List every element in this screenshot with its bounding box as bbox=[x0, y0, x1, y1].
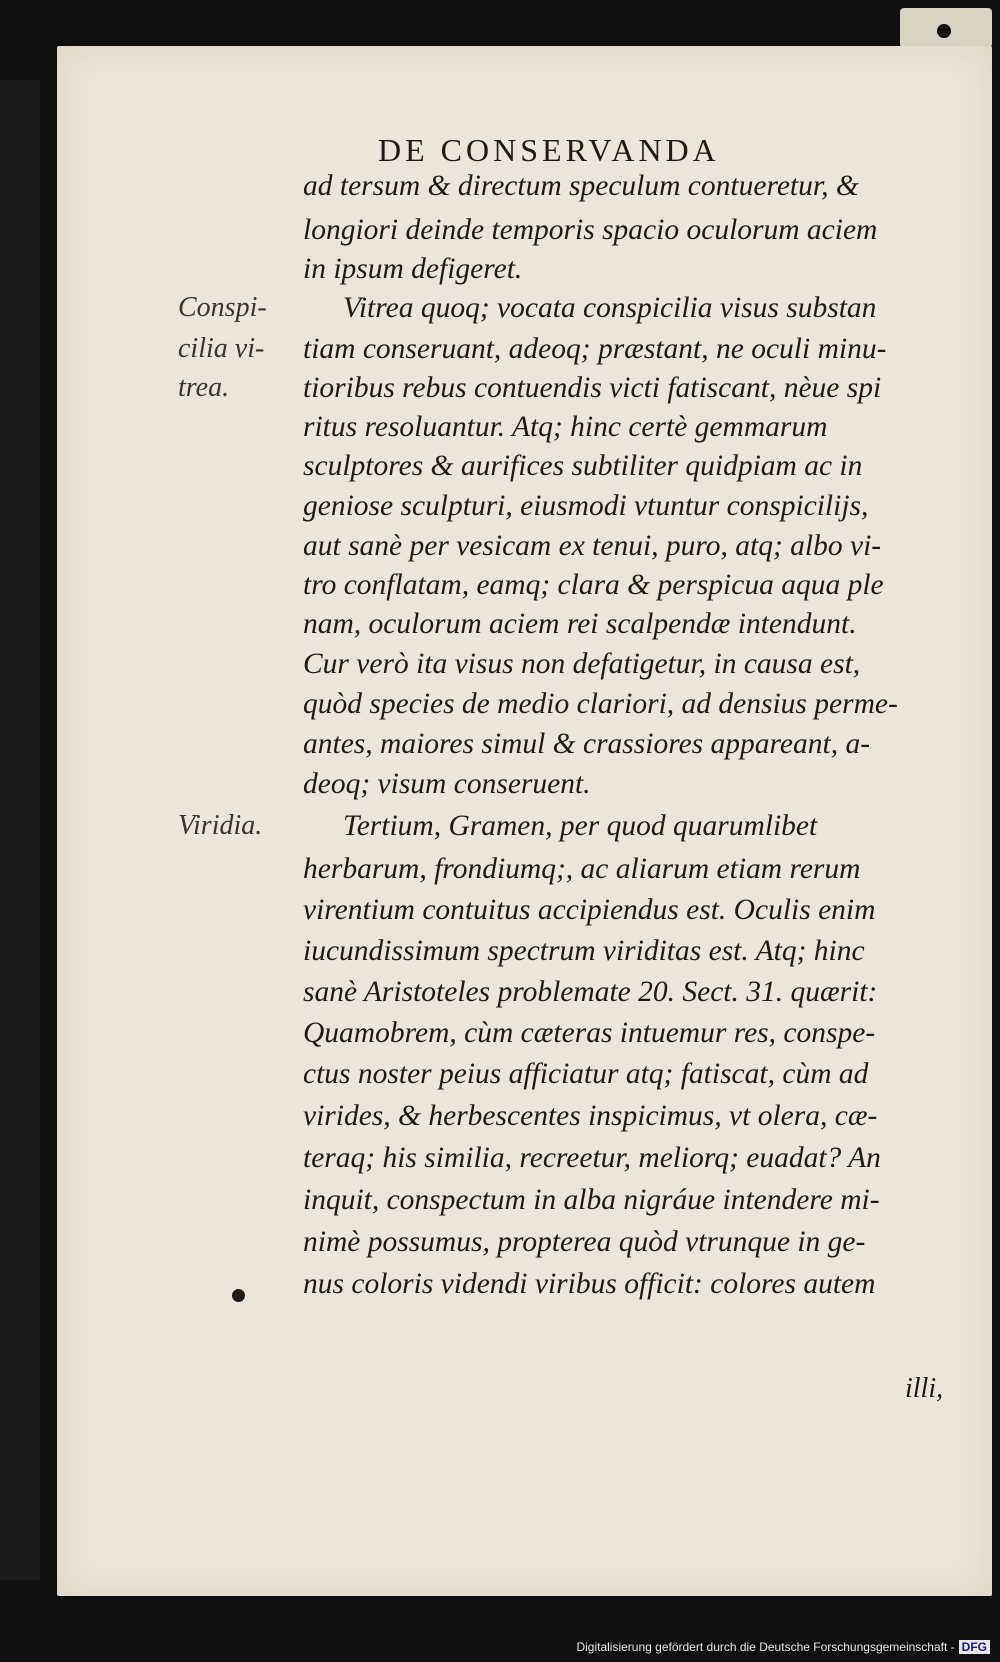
margin-note-line: trea. bbox=[178, 372, 230, 403]
margin-note-line: cilia vi- bbox=[178, 333, 265, 364]
text-line: Cur verò ita visus non defatigetur, in causa est, bbox=[303, 648, 861, 680]
text-line: herbarum, frondiumq;, ac aliarum etiam rerum bbox=[303, 853, 861, 885]
text-line: ctus noster peius afficiatur atq; fatiscat, cùm ad bbox=[303, 1058, 869, 1090]
text-line: Quamobrem, cùm cæteras intuemur res, conspe- bbox=[303, 1017, 876, 1049]
text-line: aut sanè per vesicam ex tenui, puro, atq; albo vi- bbox=[303, 530, 882, 562]
clip-hole bbox=[937, 24, 951, 38]
binding-edge bbox=[0, 80, 40, 1580]
footer-text: Digitalisierung gefördert durch die Deutsche Forschungsgemeinschaft - bbox=[576, 1640, 955, 1654]
text-line: ad tersum & directum speculum contueretur, & bbox=[303, 170, 859, 202]
text-line: longiori deinde temporis spacio oculorum aciem bbox=[303, 214, 878, 246]
ink-dot bbox=[232, 1289, 245, 1302]
digitization-footer bbox=[576, 1640, 990, 1654]
running-header: DE CONSERVANDA bbox=[378, 132, 720, 168]
margin-note-line: Conspi- bbox=[178, 292, 267, 323]
text-line: geniose sculpturi, eiusmodi vtuntur conspicilijs, bbox=[303, 490, 869, 522]
text-line: Vitrea quoq; vocata conspicilia visus substan bbox=[343, 292, 877, 324]
text-line: deoq; visum conseruent. bbox=[303, 768, 591, 800]
text-line: Tertium, Gramen, per quod quarumlibet bbox=[343, 810, 818, 842]
text-line: nus coloris videndi viribus officit: colores autem bbox=[303, 1268, 876, 1300]
text-line: teraq; his similia, recreetur, meliorq; euadat? An bbox=[303, 1142, 881, 1174]
dfg-logo: DFG bbox=[959, 1640, 990, 1654]
text-line: antes, maiores simul & crassiores appareant, a- bbox=[303, 728, 871, 760]
text-line: sanè Aristoteles problemate 20. Sect. 31. quærit: bbox=[303, 976, 878, 1008]
text-line: quòd species de medio clariori, ad densius perme- bbox=[303, 688, 898, 720]
text-line: sculptores & aurifices subtiliter quidpiam ac in bbox=[303, 450, 863, 482]
text-line: inquit, conspectum in alba nigráue intendere mi- bbox=[303, 1184, 880, 1216]
text-line: iucundissimum spectrum viriditas est. Atq; hinc bbox=[303, 935, 865, 967]
text-line: ritus resoluantur. Atq; hinc certè gemmarum bbox=[303, 411, 828, 443]
text-line: nimè possumus, propterea quòd vtrunque in ge- bbox=[303, 1226, 866, 1258]
text-line: in ipsum defigeret. bbox=[303, 253, 523, 285]
text-line: tiam conseruant, adeoq; præstant, ne oculi minu- bbox=[303, 333, 887, 365]
margin-note-line: Viridia. bbox=[178, 810, 263, 841]
text-line: tioribus rebus contuendis victi fatiscant, nèue spi bbox=[303, 372, 882, 404]
text-line: tro conflatam, eamq; clara & perspicua aqua ple bbox=[303, 569, 884, 601]
catchword: illi, bbox=[905, 1373, 944, 1404]
text-line: nam, oculorum aciem rei scalpendæ intendunt. bbox=[303, 608, 857, 640]
text-line: virides, & herbescentes inspicimus, vt olera, cæ- bbox=[303, 1100, 878, 1132]
text-line: virentium contuitus accipiendus est. Oculis enim bbox=[303, 894, 876, 926]
